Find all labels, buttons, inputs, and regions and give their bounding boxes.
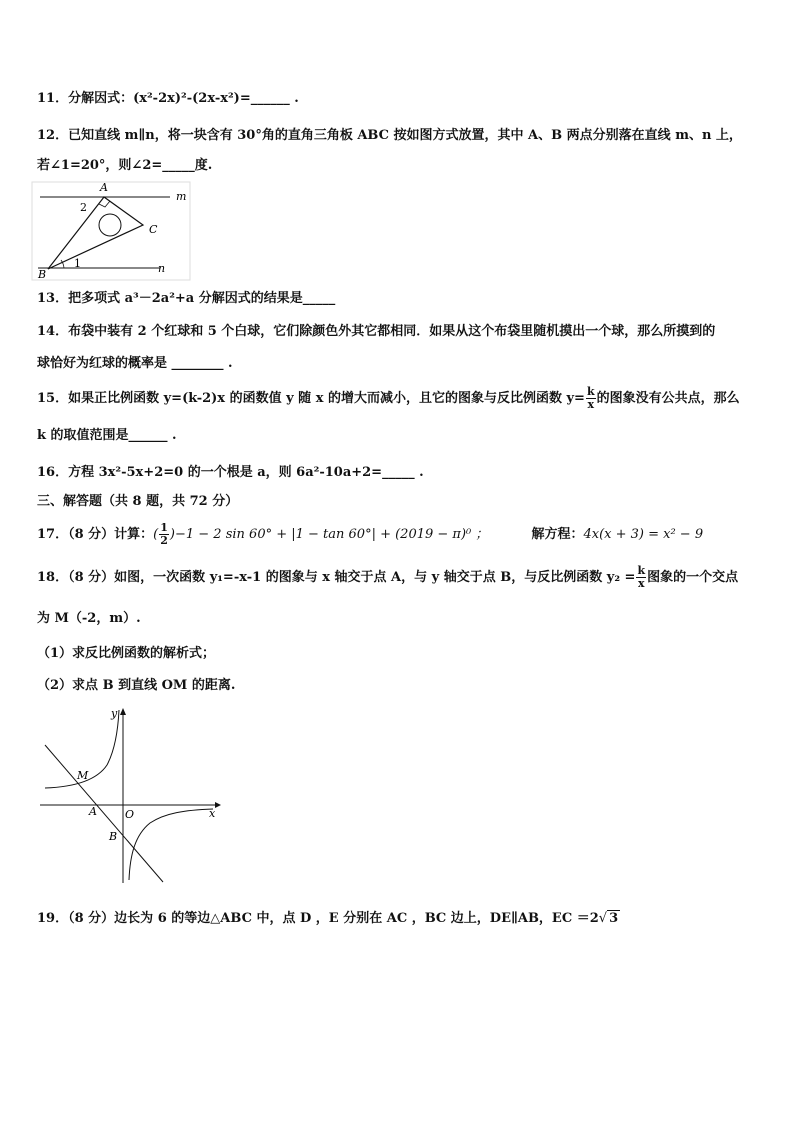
label-C: C xyxy=(149,223,158,236)
line-y1 xyxy=(45,745,163,882)
question-14-line1: 14．布袋中装有 2 个红球和 5 个白球，它们除颜色外其它都相同．如果从这个布袋里随机摸出一个球，那么所摸到的 xyxy=(37,324,716,339)
question-18-part2: （2）求点 B 到直线 OM 的距离. xyxy=(37,678,236,693)
label-y: y xyxy=(111,707,118,720)
question-17: 17．（8 分）计算：( $\frac{1}{2}$ )−1 − 2 sin 60° + |1 − tan 60°| + (2019 − π)⁰ ； 解方程：4x(x + 3) = x² − 9 xyxy=(37,521,704,547)
question-16: 16．方程 3x²-5x+2=0 的一个根是 a，则 6a²-10a+2=_____ . xyxy=(37,465,424,480)
question-12-line2: 若∠1=20°，则∠2=_____度. xyxy=(37,158,213,173)
section-3-heading: 三、解答题（共 8 题，共 72 分） xyxy=(37,494,239,509)
question-19: 19．（8 分）边长为 6 的等边△ABC 中，点 D ，E 分别在 AC ，BC 边上，DE∥AB，EC ＝2√ 3 xyxy=(37,911,619,926)
question-15-line2: k 的取值范围是______ . xyxy=(37,428,177,443)
sqrt-3: √ 3 xyxy=(598,911,619,926)
label-1: 1 xyxy=(74,257,81,270)
label-A: A xyxy=(89,805,97,818)
q18-figure xyxy=(35,705,225,885)
q12-figure xyxy=(30,180,192,282)
label-x: x xyxy=(209,807,216,820)
question-11: 11．分解因式：(x²-2x)²-(2x-x²)=______ . xyxy=(37,91,299,106)
triangle-abc xyxy=(48,197,143,269)
triangle-hole xyxy=(99,214,121,236)
label-A: A xyxy=(100,181,108,194)
label-2: 2 xyxy=(80,201,87,214)
label-O: O xyxy=(125,808,135,821)
fraction-k-over-x: $\frac{k}{x}$ xyxy=(586,385,595,411)
fraction-one-half: $\frac{1}{2}$ xyxy=(160,521,168,547)
question-12-line1: 12．已知直线 m∥n，将一块含有 30°角的直角三角板 ABC 按如图方式放置，其中 A、B 两点分别落在直线 m、n 上， xyxy=(37,128,742,143)
question-18-line2: 为 M（-2，m）. xyxy=(37,611,141,626)
hyperbola-branch-lower-right xyxy=(129,809,213,880)
question-15-line1: 15．如果正比例函数 y=(k-2)x 的函数值 y 随 x 的增大而减小，且它的图象与反比例函数 y= $\frac{k}{x}$ 的图象没有公共点，那么 xyxy=(37,385,740,411)
question-18-line1: 18．（8 分）如图，一次函数 y₁=-x-1 的图象与 x 轴交于点 A，与 y 轴交于点 B，与反比例函数 y₂ = $\frac{k}{x}$ 图象的一个交点 xyxy=(37,564,739,590)
fraction-k-over-x-2: $\frac{k}{x}$ xyxy=(637,564,646,590)
x-axis-arrow xyxy=(215,802,221,808)
label-n: n xyxy=(158,262,166,275)
question-14-line2: 球恰好为红球的概率是 ________ . xyxy=(37,356,233,371)
label-M: M xyxy=(77,769,89,782)
label-B: B xyxy=(38,268,47,281)
question-18-part1: （1）求反比例函数的解析式； xyxy=(37,646,216,661)
label-m: m xyxy=(176,190,187,203)
question-13: 13．把多项式 a³－2a²+a 分解因式的结果是_____ xyxy=(37,291,336,306)
label-B: B xyxy=(109,830,118,843)
y-axis-arrow xyxy=(120,708,126,715)
